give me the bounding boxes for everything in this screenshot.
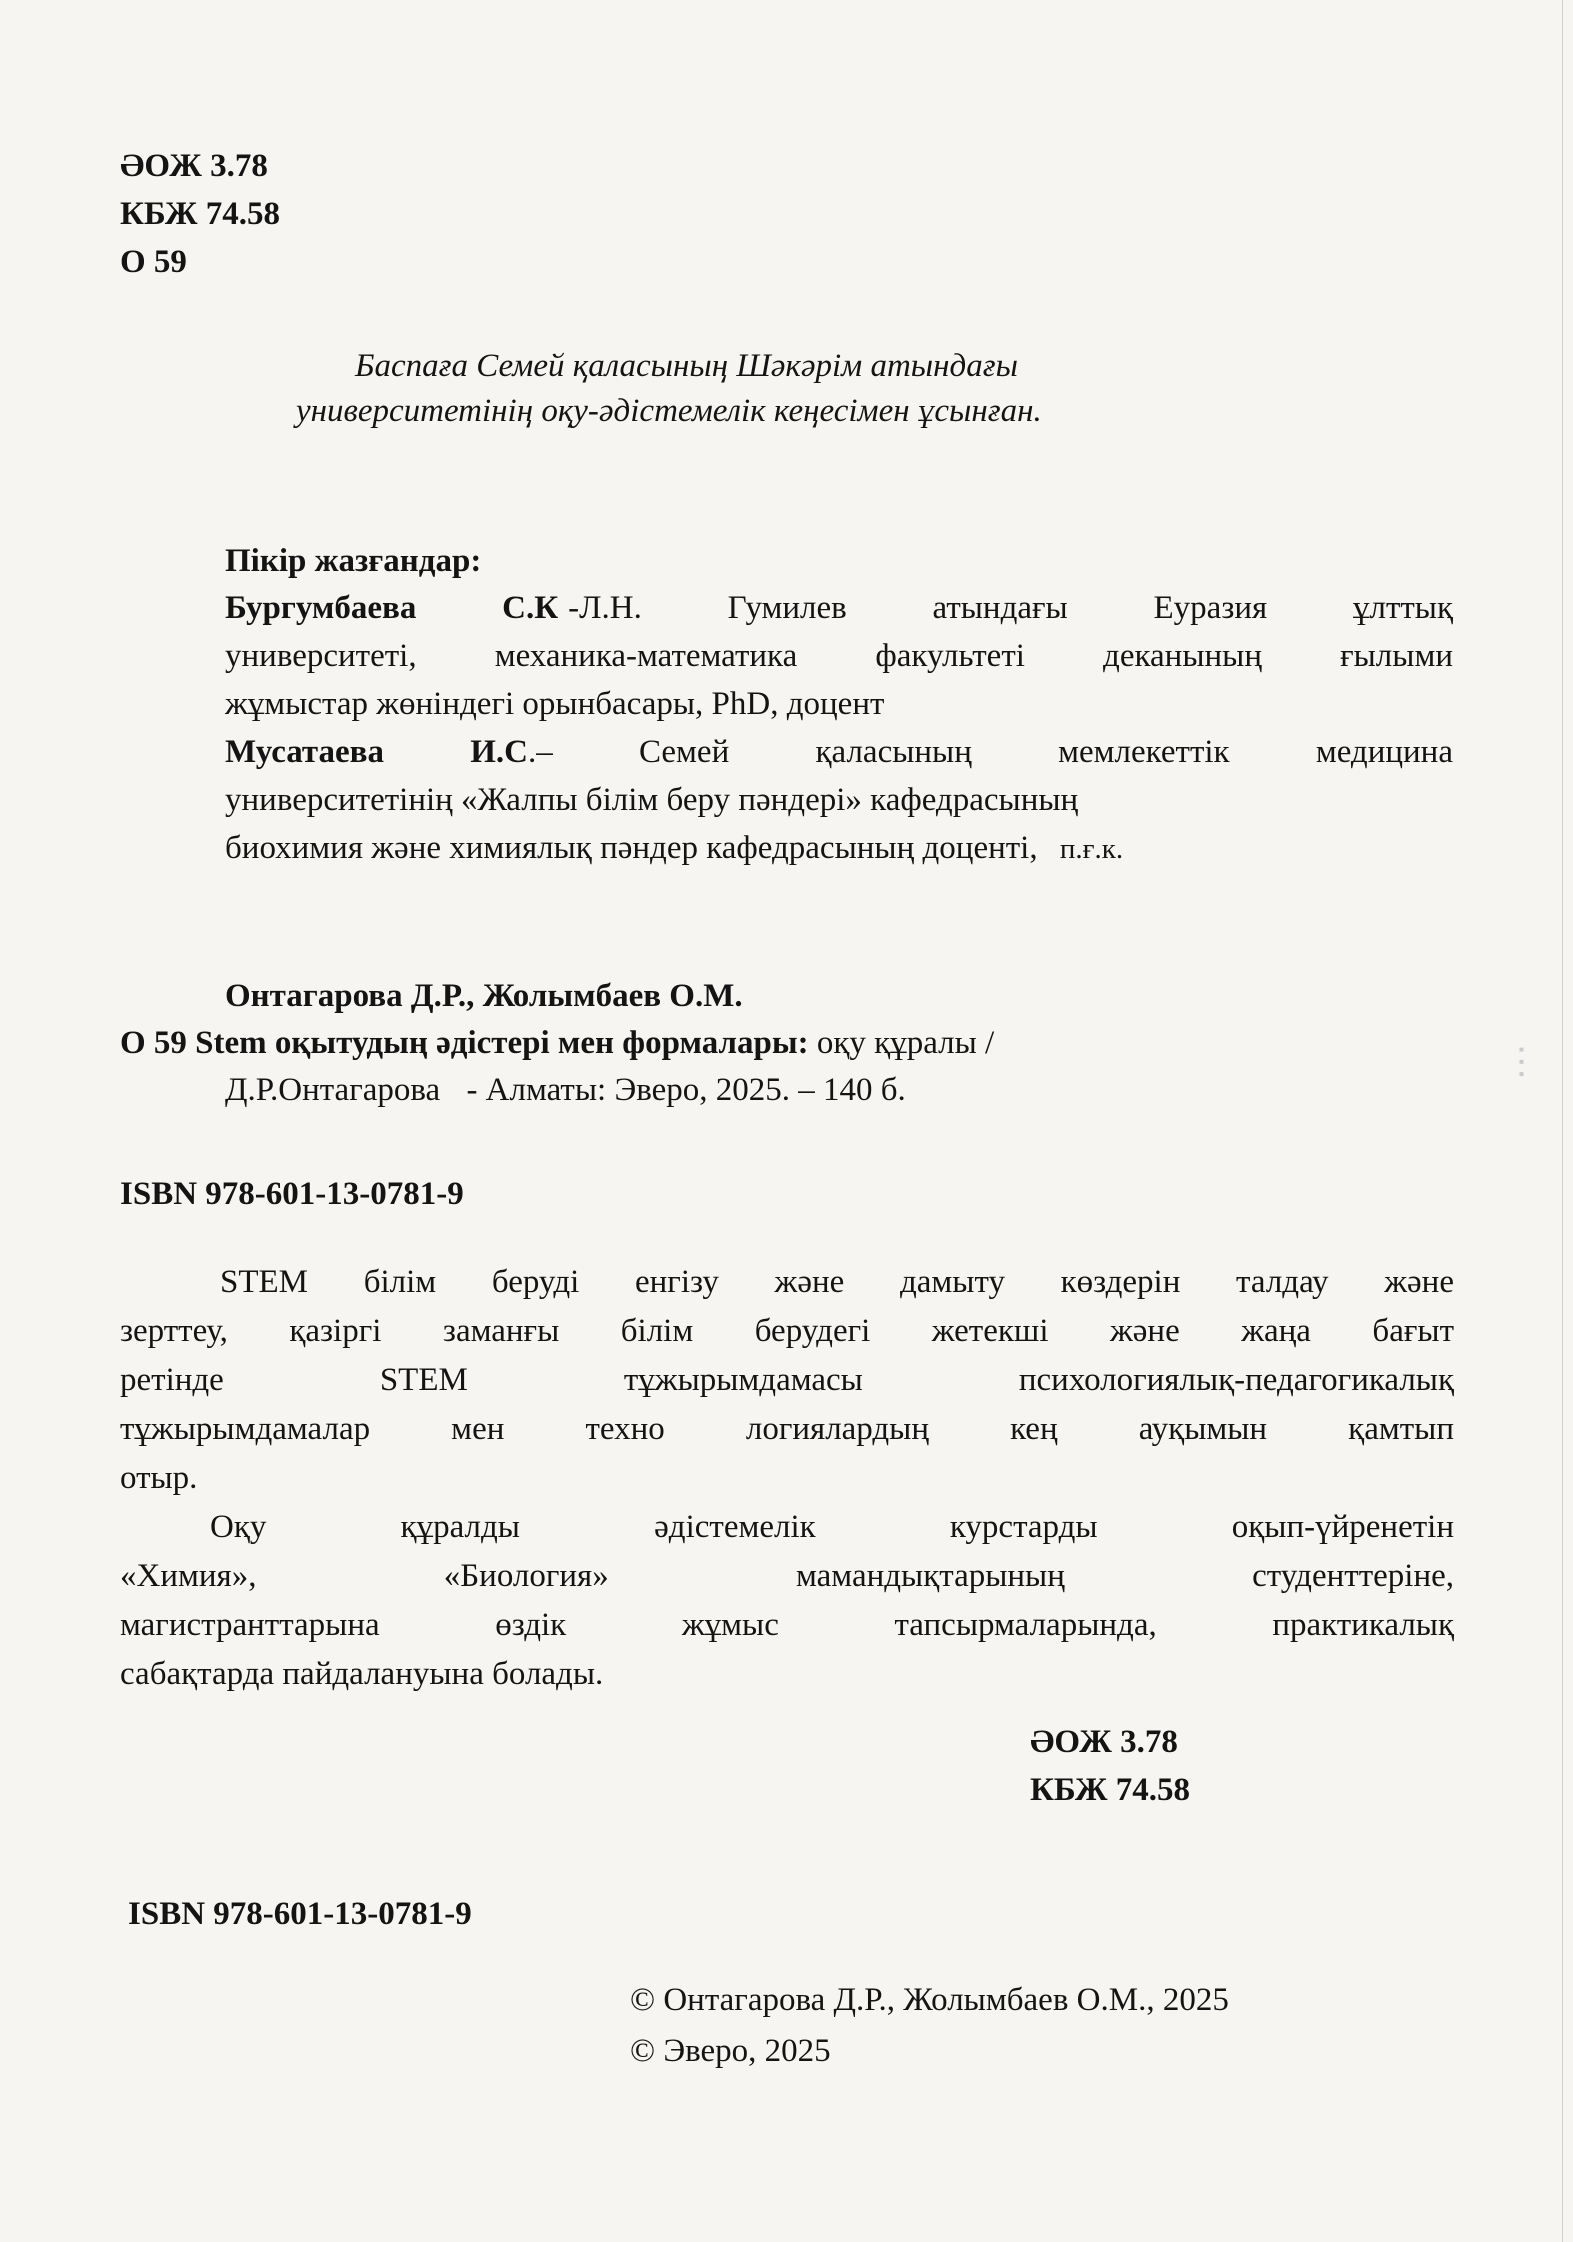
isbn-top: ISBN 978-601-13-0781-9: [120, 1176, 464, 1212]
annotation-p1-line-2: зерттеу, қазіргі заманғы білім берудегі жетекші және жаңа бағыт: [120, 1313, 1454, 1349]
annotation-p2-line-3: магистранттарына өздік жұмыс тапсырмаларында, практикалық: [120, 1607, 1454, 1643]
copyright-publisher: © Эверо, 2025: [630, 2033, 831, 2069]
annotation: [120, 1258, 1454, 1699]
reviewer-2-line-1: [225, 728, 1453, 776]
udc-code-bottom: ӘОЖ 3.78: [1030, 1724, 1178, 1760]
book-subtitle: оқу құралы /: [816, 1025, 995, 1061]
book-imprint-line: [225, 1066, 906, 1114]
isbn-bottom: ISBN 978-601-13-0781-9: [128, 1896, 472, 1932]
annotation-p1-line-4: тұжырымдамалар мен техно логиялардың кең ауқымын қамтып: [120, 1411, 1454, 1447]
author-mark: О 59: [120, 244, 187, 280]
recommendation-line-1: Баспаға Семей қаласының Шәкәрім атындағы: [355, 348, 1018, 384]
udc-code: ӘОЖ 3.78: [120, 148, 268, 184]
reviewer-2-degree: п.ғ.к.: [1059, 833, 1124, 865]
reviewer-1-line-2: университеті, механика-математика факультеті деканының ғылыми: [225, 638, 1453, 674]
reviewer-2-line-2: университетінің «Жалпы білім беру пәндері» кафедрасының: [225, 782, 1079, 818]
scan-edge-line: [1562, 0, 1563, 2242]
imprint-details: - Алматы: Эверо, 2025. – 140 б.: [466, 1072, 906, 1108]
reviewer-2-name: Мусатаева И.С: [225, 734, 528, 770]
book-title: Stem оқытудың әдістері мен формалары:: [195, 1025, 809, 1061]
reviewer-2-line-3: [225, 824, 1453, 872]
annotation-p2-line-4: сабақтарда пайдалануына болады.: [120, 1656, 604, 1692]
lbc-code: КБЖ 74.58: [120, 196, 281, 232]
annotation-p2-line-2: «Химия», «Биология» мамандықтарының студенттеріне,: [120, 1558, 1454, 1594]
faint-stamp-mark: ᐧᐧᐧ: [1500, 1043, 1546, 1080]
reviewer-1-affiliation: -Л.Н. Гумилев атындағы Еуразия ұлттық: [568, 590, 1453, 626]
reviewer-2-position: биохимия және химиялық пәндер кафедрасының доценті,: [225, 830, 1038, 866]
reviewers-block: [225, 584, 1453, 872]
annotation-p1-line-1: STEM білім беруді енгізу және дамыту көздерін талдау және: [220, 1264, 1454, 1300]
imprint-author: Д.Р.Онтагарова: [225, 1072, 441, 1108]
reviewer-1-name: Бургумбаева С.К: [225, 590, 559, 626]
lbc-code-bottom: КБЖ 74.58: [1030, 1772, 1191, 1808]
book-title-line: [120, 1019, 994, 1067]
annotation-p2-line-1: Оқу құралды әдістемелік курстарды оқып-үйренетін: [210, 1509, 1454, 1545]
classification-codes-bottom: [1030, 1718, 1190, 1814]
reviewer-2-affiliation: .– Семей қаласының мемлекеттік медицина: [527, 734, 1453, 770]
annotation-p1-line-3: ретінде STEM тұжырымдамасы психологиялық-педагогикалық: [120, 1362, 1454, 1398]
reviewer-1-line-1: [225, 584, 1453, 632]
reviewer-1-line-3: жұмыстар жөніндегі орынбасары, PhD, доцент: [225, 686, 885, 722]
annotation-p1-line-5: отыр.: [120, 1460, 198, 1496]
classification-codes-top: [120, 142, 280, 286]
book-code: О 59: [120, 1025, 187, 1061]
book-authors: Онтагарова Д.Р., Жолымбаев О.М.: [225, 978, 743, 1014]
reviewers-heading: Пікір жазғандар:: [225, 543, 482, 579]
recommendation-line-2: университетінің оқу-әдістемелік кеңесімен ұсынған.: [296, 393, 1042, 429]
copyright-authors: © Онтагарова Д.Р., Жолымбаев О.М., 2025: [630, 1982, 1229, 2018]
